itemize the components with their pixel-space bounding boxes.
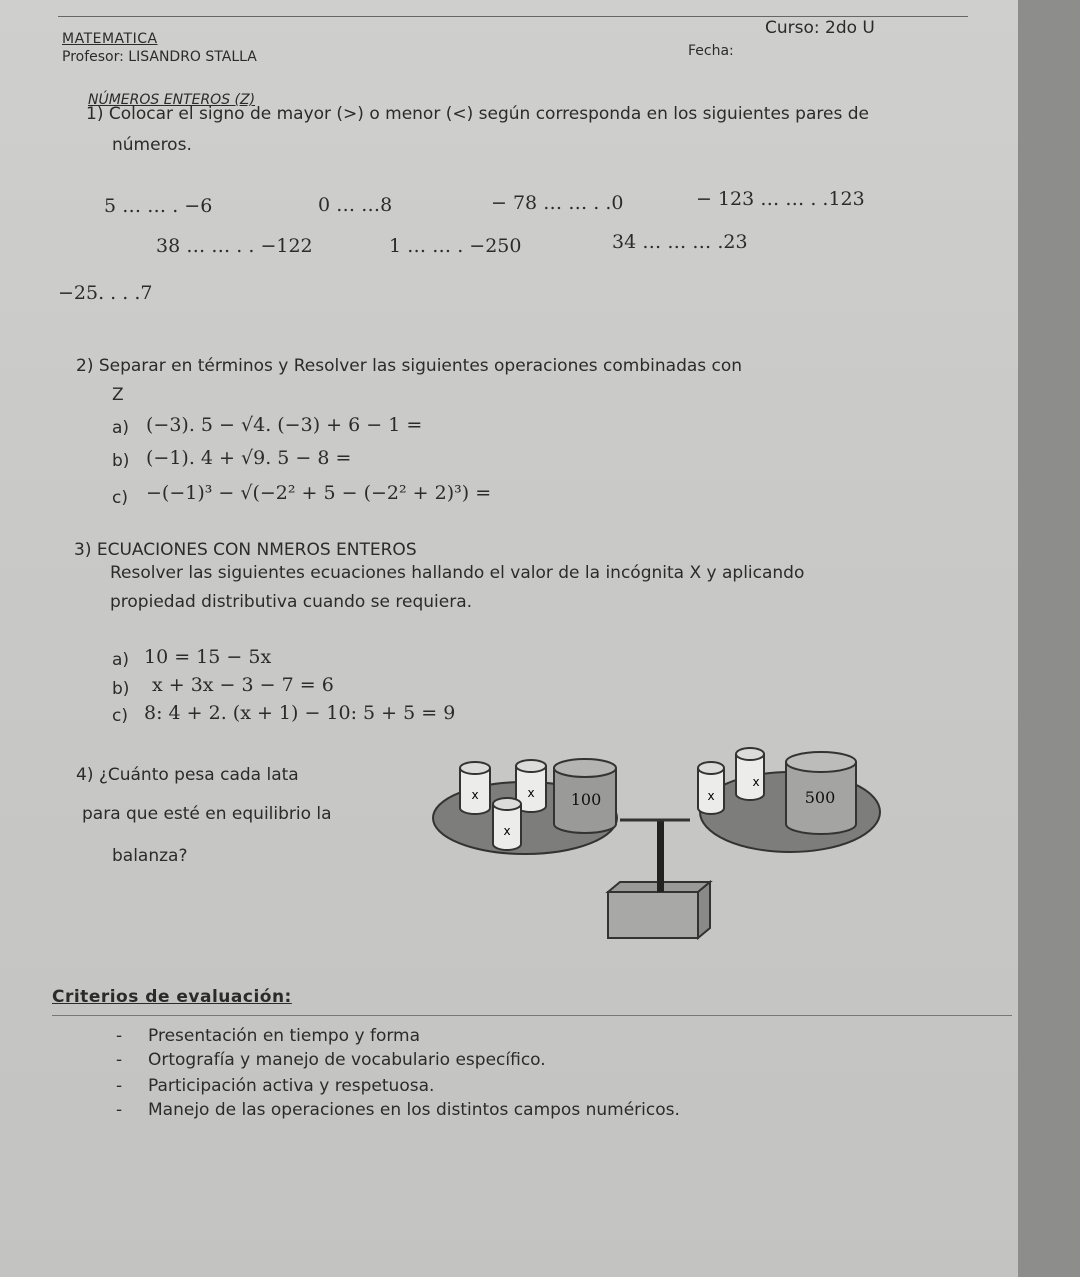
criteria-item: Ortografía y manejo de vocabulario específico. [148, 1050, 546, 1070]
svg-text:x: x [471, 788, 479, 802]
q2c-label: c) [112, 488, 128, 508]
q2a-label: a) [112, 418, 130, 438]
q4-question: 4) ¿Cuánto pesa cada lata [76, 765, 299, 785]
q3b-label: b) [112, 679, 130, 699]
q3c-equation: 8: 4 + 2. (x + 1) − 10: 5 + 5 = 9 [144, 702, 456, 724]
bullet-dash: - [116, 1026, 123, 1046]
balance-scale-illustration [430, 740, 890, 950]
q1-pair: 38 … … . . −122 [156, 235, 313, 257]
bullet-dash: - [116, 1050, 123, 1070]
q1-instruction-cont: números. [112, 135, 192, 155]
q1-pair: −25. . . .7 [58, 282, 153, 304]
svg-text:x: x [503, 824, 511, 838]
can-left-3 [493, 798, 521, 850]
q3a-label: a) [112, 650, 130, 670]
criteria-rule [52, 1015, 1012, 1016]
q3-instruction-cont: propiedad distributiva cuando se requiera. [110, 592, 473, 612]
q3b-equation: x + 3x − 3 − 7 = 6 [152, 674, 334, 696]
q3a-equation: 10 = 15 − 5x [144, 646, 272, 668]
q3c-label: c) [112, 706, 128, 726]
q1-pair: 0 … …8 [318, 194, 393, 216]
q1-pair: − 123 … … . .123 [696, 188, 865, 210]
balance-pole [657, 820, 664, 892]
q4-question-cont: para que esté en equilibrio la [82, 804, 332, 824]
q1-pair: 5 … … . −6 [104, 195, 213, 217]
q2-instruction: 2) Separar en términos y Resolver las siguientes operaciones combinadas con [76, 356, 743, 376]
q2c-expression: −(−1)³ − √(−2² + 5 − (−2² + 2)³) = [146, 482, 492, 504]
weight-500 [786, 752, 856, 834]
can-left-1 [460, 762, 490, 814]
criteria-item: Manejo de las operaciones en los distintos campos numéricos. [148, 1100, 680, 1120]
svg-text:x: x [527, 786, 535, 800]
svg-text:100: 100 [570, 790, 602, 809]
subject-title: MATEMATICA [62, 31, 158, 47]
weight-100 [554, 759, 616, 833]
svg-text:500: 500 [804, 788, 836, 807]
q4-question-end: balanza? [112, 846, 188, 866]
criteria-item: Presentación en tiempo y forma [148, 1026, 421, 1046]
svg-text:x: x [752, 775, 760, 789]
date-label: Fecha: [688, 43, 734, 59]
q1-pair: − 78 … … . .0 [491, 192, 624, 214]
bullet-dash: - [116, 1100, 123, 1120]
q3-title: 3) ECUACIONES CON NMEROS ENTEROS [74, 540, 417, 560]
teacher-name: Profesor: LISANDRO STALLA [62, 49, 257, 65]
header-rule [58, 16, 968, 17]
can-right-1 [698, 762, 724, 814]
q2-instruction-cont: Z [112, 385, 124, 405]
q2b-label: b) [112, 451, 130, 471]
q1-pair: 1 … … . −250 [389, 235, 522, 257]
course-label: Curso: 2do U [765, 18, 875, 38]
q1-instruction: 1) Colocar el signo de mayor (>) o menor (<) según corresponda en los siguientes pares de [86, 104, 869, 124]
criteria-item: Participación activa y respetuosa. [148, 1076, 435, 1096]
q2a-expression: (−3). 5 − √4. (−3) + 6 − 1 = [146, 414, 423, 436]
q2b-expression: (−1). 4 + √9. 5 − 8 = [146, 447, 352, 469]
svg-text:x: x [707, 789, 715, 803]
section-title: NÚMEROS ENTEROS (Z) [88, 92, 256, 108]
criteria-title: Criterios de evaluación: [52, 987, 292, 1007]
bullet-dash: - [116, 1076, 123, 1096]
q1-pair: 34 … … … .23 [612, 231, 748, 253]
q3-instruction: Resolver las siguientes ecuaciones hallando el valor de la incógnita X y aplicando [110, 563, 805, 583]
can-right-2 [736, 748, 764, 800]
